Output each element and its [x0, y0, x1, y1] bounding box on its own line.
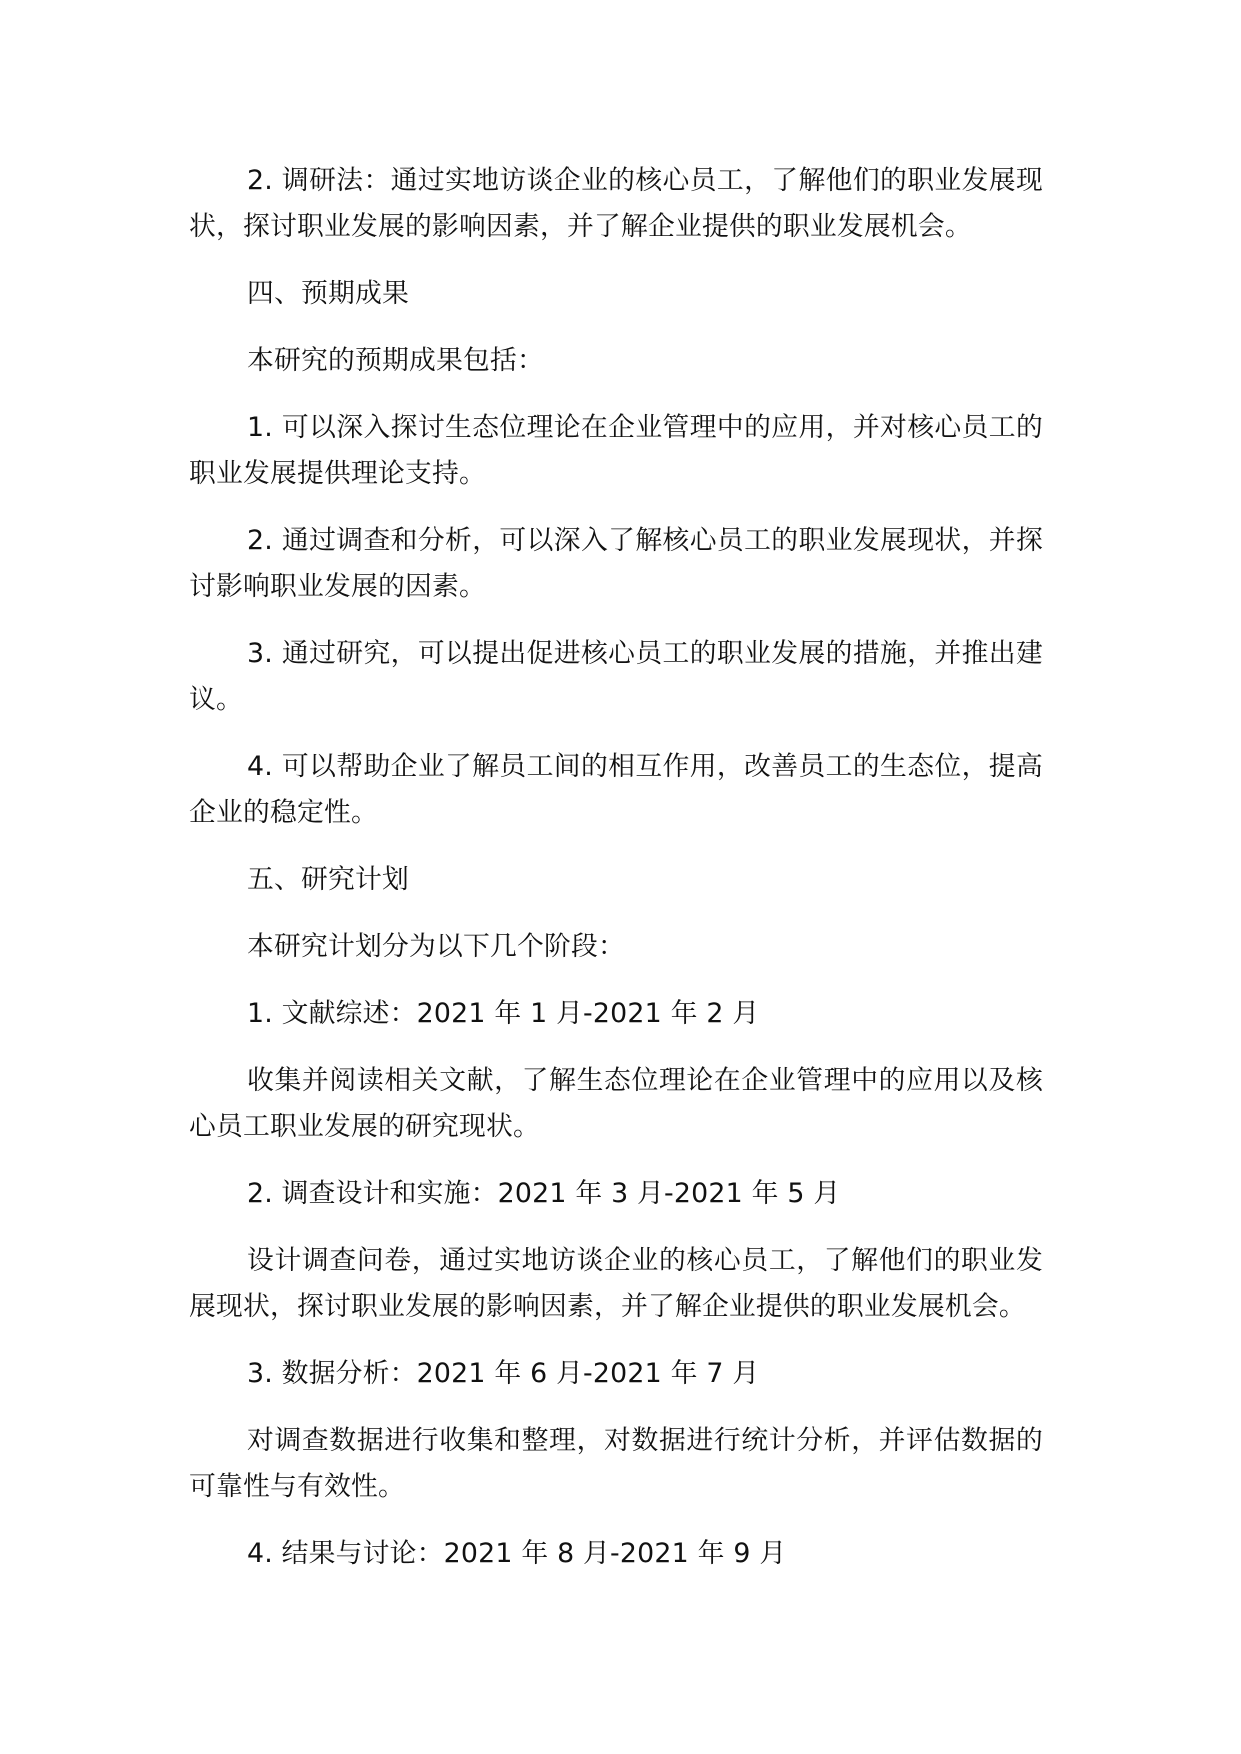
- paragraph-stage-1-body: 收集并阅读相关文献，了解生态位理论在企业管理中的应用以及核心员工职业发展的研究现状。: [189, 1065, 1043, 1142]
- section-heading-expected-results: 四、预期成果: [247, 278, 409, 309]
- paragraph-stage-2-title: 2. 调查设计和实施：2021 年 3 月-2021 年 5 月: [247, 1178, 841, 1209]
- paragraph-stage-4-title: 4. 结果与讨论：2021 年 8 月-2021 年 9 月: [247, 1538, 787, 1569]
- paragraph-result-1: 1. 可以深入探讨生态位理论在企业管理中的应用，并对核心员工的职业发展提供理论支持。: [189, 412, 1043, 489]
- paragraph-stage-3-title: 3. 数据分析：2021 年 6 月-2021 年 7 月: [247, 1358, 760, 1389]
- paragraph-results-intro: 本研究的预期成果包括：: [247, 345, 544, 376]
- paragraph-stage-1-title: 1. 文献综述：2021 年 1 月-2021 年 2 月: [247, 998, 760, 1029]
- paragraph-stage-2-body: 设计调查问卷，通过实地访谈企业的核心员工，了解他们的职业发展现状，探讨职业发展的影响因素，并了解企业提供的职业发展机会。: [189, 1245, 1043, 1322]
- paragraph-plan-intro: 本研究计划分为以下几个阶段：: [247, 931, 625, 962]
- paragraph-result-3: 3. 通过研究，可以提出促进核心员工的职业发展的措施，并推出建议。: [189, 638, 1043, 715]
- section-heading-research-plan: 五、研究计划: [247, 864, 409, 895]
- paragraph-result-2: 2. 通过调查和分析，可以深入了解核心员工的职业发展现状，并探讨影响职业发展的因素。: [189, 525, 1043, 602]
- paragraph-result-4: 4. 可以帮助企业了解员工间的相互作用，改善员工的生态位，提高企业的稳定性。: [189, 751, 1043, 828]
- paragraph-stage-3-body: 对调查数据进行收集和整理，对数据进行统计分析，并评估数据的可靠性与有效性。: [189, 1425, 1043, 1502]
- paragraph-survey-method: 2. 调研法：通过实地访谈企业的核心员工，了解他们的职业发展现状，探讨职业发展的影响因素，并了解企业提供的职业发展机会。: [189, 165, 1043, 242]
